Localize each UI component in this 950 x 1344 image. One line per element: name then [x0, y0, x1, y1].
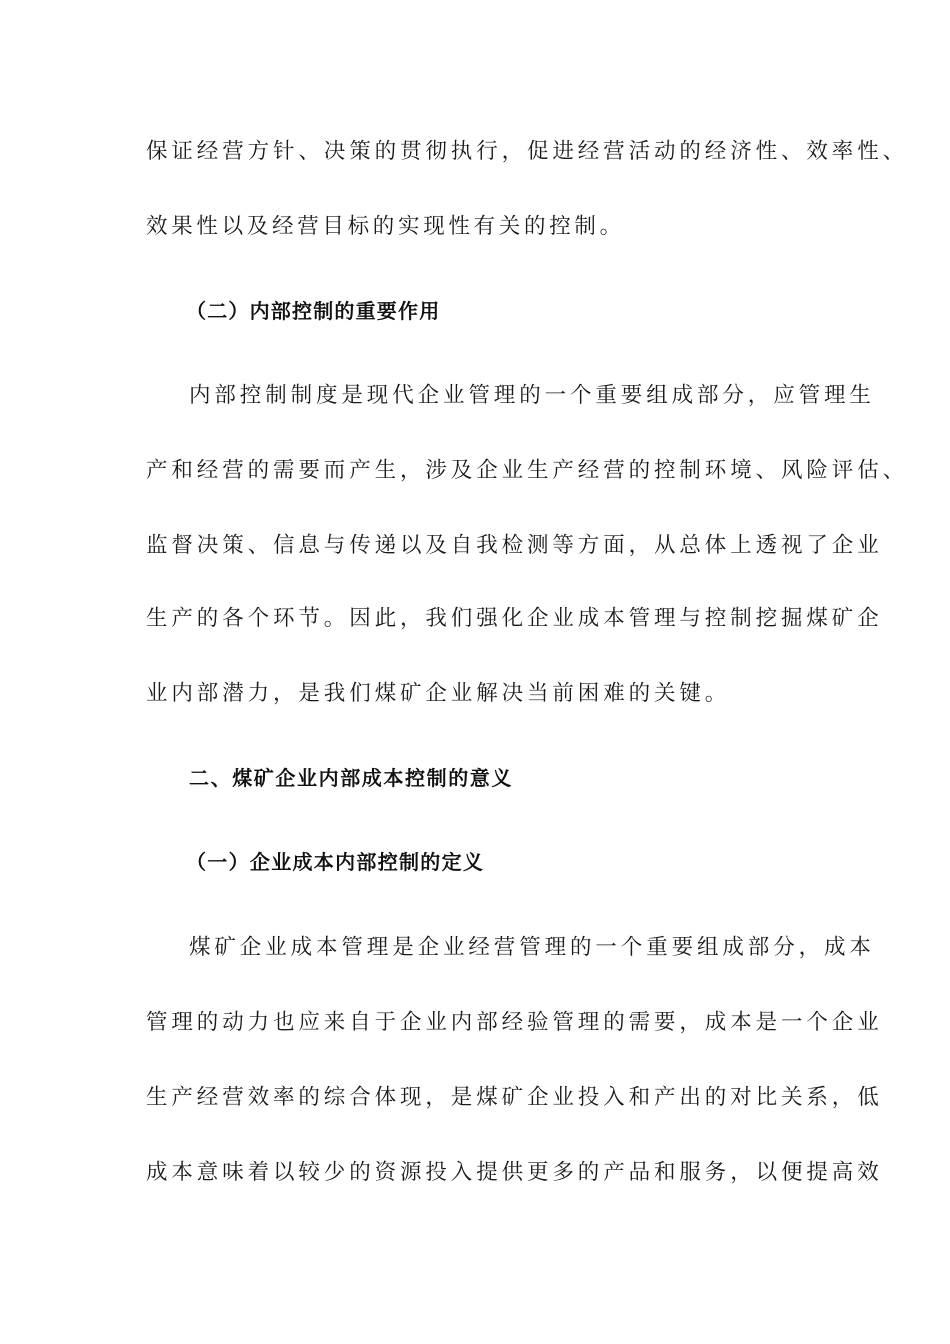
paragraph-2-line-3: 监督决策、信息与传递以及自我检测等方面，从总体上透视了企业 — [146, 533, 883, 558]
paragraph-2-line-4: 生产的各个环节。因此，我们强化企业成本管理与控制挖掘煤矿企 — [146, 606, 883, 631]
section-heading-cost-control-definition: （一）企业成本内部控制的定义 — [186, 850, 485, 874]
paragraph-2-line-2: 产和经营的需要而产生，涉及企业生产经营的控制环境、风险评估、 — [146, 458, 909, 483]
paragraph-3-line-3: 生产经营效率的综合体现，是煤矿企业投入和产出的对比关系，低 — [146, 1085, 883, 1110]
chapter-heading-cost-control-meaning: 二、煤矿企业内部成本控制的意义 — [189, 766, 513, 790]
paragraph-2-line-1: 内部控制制度是现代企业管理的一个重要组成部分，应管理生 — [189, 383, 875, 408]
paragraph-3-line-1: 煤矿企业成本管理是企业经营管理的一个重要组成部分，成本 — [189, 935, 875, 960]
paragraph-1-line-2: 效果性以及经营目标的实现性有关的控制。 — [146, 214, 625, 239]
paragraph-3-line-4: 成本意味着以较少的资源投入提供更多的产品和服务，以便提高效 — [146, 1160, 883, 1185]
paragraph-1-line-1: 保证经营方针、决策的贯彻执行，促进经营活动的经济性、效率性、 — [146, 139, 909, 164]
paragraph-3-line-2: 管理的动力也应来自于企业内部经验管理的需要，成本是一个企业 — [146, 1010, 883, 1035]
section-heading-internal-control-importance: （二）内部控制的重要作用 — [186, 299, 441, 323]
paragraph-2-line-5: 业内部潜力，是我们煤矿企业解决当前困难的关键。 — [146, 681, 731, 706]
